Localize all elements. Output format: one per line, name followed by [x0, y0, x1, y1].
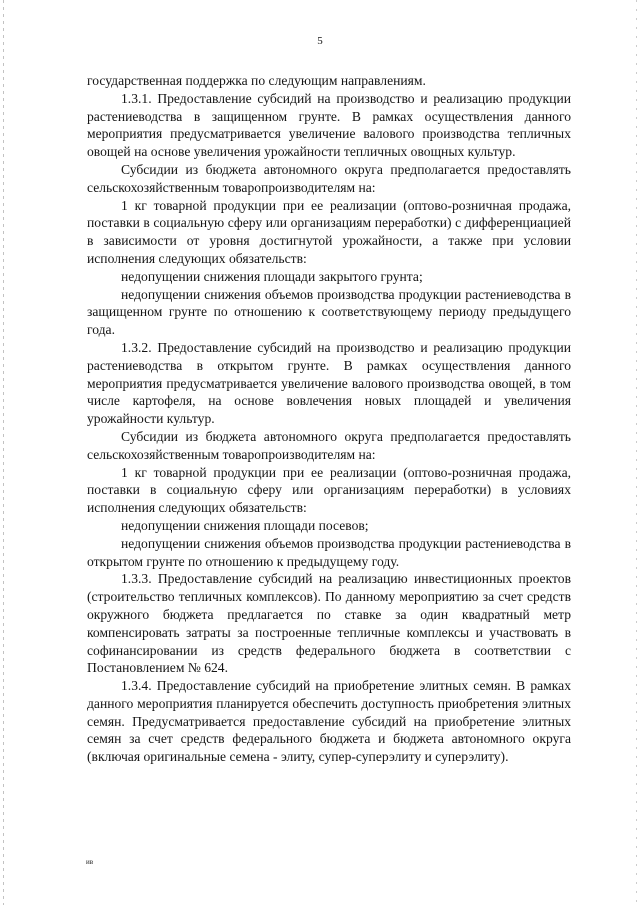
paragraph-intro: государственная поддержка по следующим направлениям.	[87, 73, 426, 88]
paragraph-1-3-3: 1.3.3. Предоставление субсидий на реализацию инвестиционных проектов (строительство тепличных комплексов). По данному мероприятию за счет средств окружного бюджета предлагается по ставке за один квадратный метр компенсировать затраты за построенные тепличные комплексы и участвовать в софинансировании из средств федерального бюджета в соответствии с Постановлением № 624.	[87, 571, 571, 676]
paragraph-per-kg-open: 1 кг товарной продукции при ее реализации (оптово-розничная продажа, поставки в социальную сферу или организациям переработки) в условиях исполнения следующих обязательств:	[87, 464, 571, 516]
paragraph-1-3-1: 1.3.1. Предоставление субсидий на производство и реализацию продукции растениеводства в защищенном грунте. В рамках осуществления данного мероприятия предусматривается увеличение валового производства тепличных овощей на основе увеличения урожайности тепличных овощных культур.	[87, 90, 571, 160]
paragraph-subsidies-open: Субсидии из бюджета автономного округа предполагается предоставлять сельскохозяйственным товаропроизводителям на:	[87, 428, 571, 462]
paragraph-1-3-2: 1.3.2. Предоставление субсидий на производство и реализацию продукции растениеводства в открытом грунте. В рамках осуществления данного мероприятия предусматривается увеличение валового производства овощей, в том числе картофеля, на основе вовлечения новых площадей и увеличения урожайности культур.	[87, 339, 571, 427]
footer-mark: ив	[86, 858, 94, 866]
paragraph-per-kg-closed: 1 кг товарной продукции при ее реализации (оптово-розничная продажа, поставки в социальную сферу или организациям переработки) с дифференциацией в зависимости от уровня достигнутой урожайности, а также при условии исполнения следующих обязательств:	[87, 197, 571, 266]
paragraph-obligation-area-open: недопущении снижения площади посевов;	[121, 517, 369, 533]
paragraph-obligation-area-closed: недопущении снижения площади закрытого грунта;	[121, 268, 423, 284]
body-text	[87, 72, 571, 766]
paragraph-subsidies-closed: Субсидии из бюджета автономного округа предполагается предоставлять сельскохозяйственным товаропроизводителям на:	[87, 161, 571, 195]
paragraph-1-3-4: 1.3.4. Предоставление субсидий на приобретение элитных семян. В рамках данного мероприятия планируется обеспечить доступность приобретения элитных семян. Предусматривается предоставление субсидий на приобретение элитных семян за счет средств федерального бюджета и бюджета автономного округа (включая оригинальные семена - элиту, супер-суперэлиту и суперэлиту).	[87, 678, 571, 765]
page-number: 5	[317, 35, 323, 47]
scan-edge-left	[3, 0, 4, 905]
paragraph-obligation-volume-open: недопущении снижения объемов производства продукции растениеводства в открытом грунте по отношению к предыдущему году.	[87, 535, 571, 569]
scan-edge-right	[636, 0, 637, 905]
paragraph-obligation-volume-closed: недопущении снижения объемов производства продукции растениеводства в защищенном грунте по отношению к соответствующему периоду предыдущего года.	[87, 286, 571, 338]
